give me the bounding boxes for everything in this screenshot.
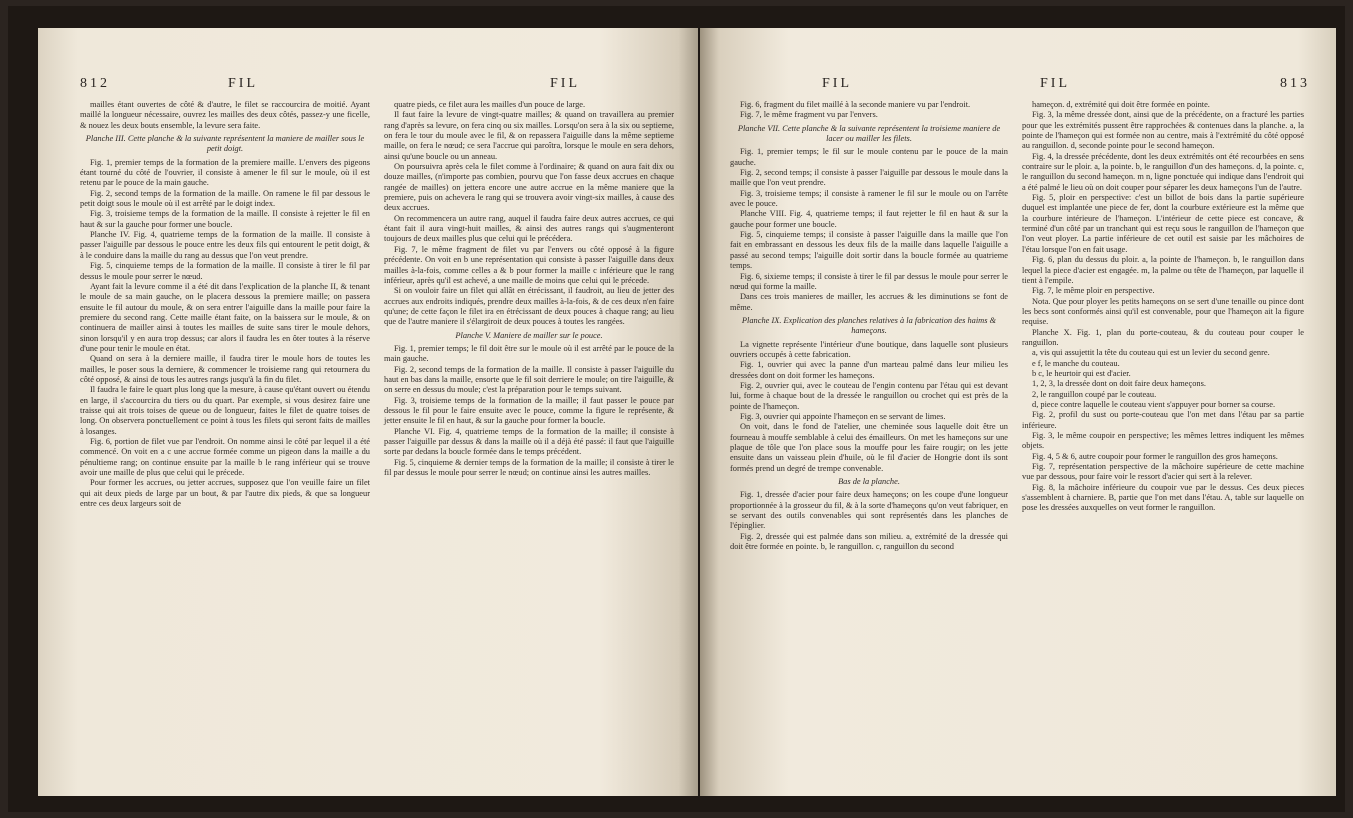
paragraph: Planche VIII. Fig. 4, quatrieme temps; il faut rejetter le fil en haut & sur la gauche pour former une boucle. (730, 209, 1008, 229)
paragraph: Pour former les accrues, ou jetter accrues, supposez que l'on veuille faire un filet qui ait deux pieds de large par un bout, & par l'autre dix pieds, & que sa longueur entre ces deux largeurs soit de (80, 478, 370, 509)
paragraph: Fig. 7, le même ploir en perspective. (1032, 286, 1155, 296)
paragraph: Fig. 2, second temps de la formation de la maille. On ramene le fil par dessous le petit doigt sous le moule où il est arrêté par le doigt index. (80, 188, 370, 209)
paragraph: e f, le manche du couteau. (1032, 358, 1120, 368)
paragraph: La vignette représente l'intérieur d'une boutique, dans laquelle sont plusieurs ouvriers occupés à cette fabrication. (730, 339, 1008, 359)
paragraph: Fig. 2, profil du sust ou porte-couteau que l'on met dans l'étau par sa partie inférieure. (1022, 410, 1304, 430)
right-page-column-2 (1022, 100, 1304, 514)
plate-heading: Planche III. Cette planche & la suivante représentent la maniere de mailler sous le petit doigt. (85, 134, 365, 154)
paragraph: a, vis qui assujettit la tête du couteau qui est un levier du second genre. (1032, 348, 1270, 358)
paragraph: Fig. 4, la dressée précédente, dont les deux extrémités ont été recourbées en sens contraire sur le ploir. a, la pointe. b, le ranguillon d'un des hameçons. d, la pointe. c, le ranguillon du second hameçon. m n, ligne ponctuée qui indique dans l'endroit qui a été palmé le lieu où on doit couper pour séparer les deux hameçons l'un de l'autre. (1022, 151, 1304, 192)
paragraph: Fig. 7, le même fragment de filet vu par l'envers ou côté opposé à la figure précédente. On voit en b une représentation qui consiste à passer l'aiguille dans deux mailles à-la-fois, comme celles a & b pour former la maille c inférieure que le rang inférieur, après qu'il est achevé, a une maille de moins que celui qui le précede. (384, 244, 674, 285)
right-page (700, 28, 1336, 796)
paragraph: Fig. 1, premier temps; le fil sur le moule contenu par le pouce de la main gauche. (730, 147, 1008, 167)
paragraph: Fig. 3, troisieme temps de la formation de la maille. Il consiste à rejetter le fil en haut & sur la gauche pour former une boucle. (80, 209, 370, 229)
paragraph: Fig. 5, ploir en perspective: c'est un billot de bois dans la partie supérieure duquel est implantée une piece de fer, dont la courbure extérieure est la même que la courbure intérieure de l'hameçon. L'intérieur de cette piece est concave, & terminé d'un côté par un tranchant qui est reçu sous le ranguillon de l'hameçon que l'on veut ployer. La partie inférieure de cet outil est saisie par les mâchoires de l'étau lorsque l'on en fait usage. (1022, 193, 1304, 254)
paragraph: Planche IV. Fig. 4, quatrieme temps de la formation de la maille. Il consiste à passer l'aiguille par dessous le pouce entre les deux fils qui entourent le petit doigt, & à le conduire dans la maille du rang au dessus que l'on veut prendre. (80, 230, 370, 260)
paragraph: On voit, dans le fond de l'atelier, une cheminée sous laquelle doit être un fourneau à mouffe semblable à celui des émailleurs. On met les hameçons sur une plaque de tôle que l'on place sous la mouffe pour les faire rougir; on les jette ensuite dans un vaisseau plein d'huile, où le fil d'acier de Hongrie dont ils sont formés prend un degré de trempe convenable. (730, 422, 1008, 473)
paragraph: On recommencera un autre rang, auquel il faudra faire deux autres accrues, ce qui étant fait il aura vingt-huit mailles, & ainsi des autres rangs qui s'augmenteront toujours de deux mailles plus que celui qui le précédera. (384, 213, 674, 244)
paragraph: Fig. 6, plan du dessus du ploir. a, la pointe de l'hameçon. b, le ranguillon dans lequel la piece d'acier est engagée. m, la palme ou tête de l'hameçon, par laquelle il tient à l'empile. (1022, 255, 1304, 285)
page-number-left: 812 (80, 76, 110, 91)
paragraph: Ayant fait la levure comme il a été dit dans l'explication de la planche II, & tenant le moule de sa main gauche, on le placera dessous la premiere maille; on passera ensuite le fil autour du moule, & on sera entrer l'aiguille dans la maille pour faire la premiere du second rang. Cette maille étant faite, on la baissera sur le moule, & on continuera de mailler ainsi à toutes les mailles de suite sans tirer le moule dehors, sinon lorsqu'il y en aura trop dessus; car alors il faudra les en ôter toutes à la réserve d'une pour tenir le moule en état. (80, 281, 370, 353)
paragraph: Fig. 6, portion de filet vue par l'endroit. On nomme ainsi le côté par lequel il a été commencé. On voit en a c une accrue formée comme un pigeon dans la maille a du pénultieme rang; on continue ensuite par la maille b le rang inférieur qui se trouve avoir une maille de plus que celui qui le précede. (80, 437, 370, 478)
paragraph: Fig. 2, second temps de la formation de la maille. Il consiste à passer l'aiguille du haut en bas dans la maille, ensorte que le fil soit derriere le moule; on tire l'aiguille, & on serre en dessus du moule; c'est la préparation pour le temps suivant. (384, 364, 674, 395)
paragraph: Fig. 2, ouvrier qui, avec le couteau de l'engin contenu par l'étau qui est devant lui, forme à chaque bout de la dressée le ranguillon ou crochet qui est près de la pointe de l'hameçon. (730, 380, 1008, 411)
plate-heading: Planche VII. Cette planche & la suivante représentent la troisieme maniere de lacer ou mailler les filets. (737, 123, 1001, 144)
paragraph: Fig. 6, fragment du filet maillé à la seconde maniere vu par l'endroit. (740, 100, 971, 109)
paragraph: Fig. 3, la même dressée dont, ainsi que de la précédente, on a fracturé les parties pour que les extrémités pussent être rapprochées & contenues dans la planche. a, la pointe de l'hameçon qui est formée non au centre, mais à l'extrémité du côté opposé au ranguillon. d, seconde pointe pour le second hameçon. (1022, 110, 1304, 151)
plate-heading: Planche IX. Explication des planches relatives à la fabrication des haims & hameçons. (741, 315, 997, 336)
running-head-right-col1: FIL (822, 76, 852, 91)
page-number-right: 813 (1280, 76, 1310, 91)
open-book (8, 6, 1345, 812)
paragraph: Fig. 2, dressée qui est palmée dans son milieu. a, extrémité de la dressée qui doit être formée en pointe. b, le ranguillon. c, ranguillon du second (730, 531, 1008, 552)
paragraph: quatre pieds, ce filet aura les mailles d'un pouce de large. (394, 100, 586, 109)
running-head-left-col2: FIL (550, 76, 580, 91)
paragraph: Il faut faire la levure de vingt-quatre mailles; & quand on travaillera au premier rang d'après sa levure, on fera cinq ou six mailles. Lorsqu'on sera à la six ou septieme, on fera le tour du moule avec le fil, & on repassera l'aiguille dans la même septieme maille, on fera le nœud; ce sera l'accrue qui paroîtra, lorsque le moule en sera dehors, ainsi qu'une boucle ou un anneau. (384, 110, 674, 161)
paragraph: Dans ces trois manieres de mailler, les accrues & les diminutions se font de même. (730, 292, 1008, 312)
paragraph: Fig. 3, ouvrier qui appointe l'hameçon en se servant de limes. (740, 411, 946, 421)
paragraph: Fig. 3, troisieme temps; il consiste à ramener le fil sur le moule ou on l'arrête avec le pouce. (730, 188, 1008, 209)
paragraph: 1, 2, 3, la dressée dont on doit faire deux hameçons. (1032, 379, 1206, 389)
paragraph: Fig. 1, ouvrier qui avec la panne d'un marteau palmé dans leur milieu les dressées dont on doit former les hameçons. (730, 360, 1008, 380)
paragraph: Quand on sera à la derniere maille, il faudra tirer le moule hors de toutes les mailles, le poser sous la derniere, & commencer le troisieme rang qui retournera du côté opposé, & ainsi de tous les autres rangs jusqu'à la fin du filet. (80, 354, 370, 384)
paragraph: Planche X. Fig. 1, plan du porte-couteau, & du couteau pour couper le ranguillon. (1022, 327, 1304, 347)
paragraph: Il faudra le faire le quart plus long que la mesure, à cause qu'étant ouvert ou étendu en large, il s'accourcira du tiers ou du quart. Par exemple, si vous desirez faire une traisse qui ait trois toises de queue ou de longueur, faites le filet de quatre toises de long. On observera ponctuellement ce point à tous les filets qui seront faits de mailles à losanges. (80, 385, 370, 436)
paragraph: b c, le heurtoir qui est d'acier. (1032, 368, 1131, 378)
left-page-column-2 (384, 100, 674, 478)
paragraph: 2, le ranguillon coupé par le couteau. (1032, 389, 1157, 399)
plate-heading: Planche V. Maniere de mailler sur le pouce. (455, 330, 603, 340)
right-page-column-1 (730, 100, 1008, 552)
paragraph: Fig. 2, second temps; il consiste à passer l'aiguille par dessous le moule dans la maille que l'on veut prendre. (730, 168, 1008, 188)
paragraph: mailles étant ouvertes de côté & d'autre, le filet se raccourcira de moitié. Ayant maillé la longueur nécessaire, ouvrez les mailles des deux côtés, passez-y une ficelle, & nouez les deux bouts ensemble, la levure sera faite. (80, 100, 370, 130)
paragraph: On poursuivra après cela le filet comme à l'ordinaire; & quand on aura fait dix ou douze mailles, (n'importe pas combien, pourvu que l'on fasse deux accrues en chaque rangée de mailles) on jettera encore une autre accrue en la même maniere que la premiere, puis on achevera le rang qui se trouvera avoir vingt-six mailles, à cause des deux accrues. (384, 162, 674, 213)
paragraph: Planche VI. Fig. 4, quatrieme temps de la formation de la maille; il consiste à passer l'aiguille par dessus & dans la maille où il a déjà été passé: il faut que l'aiguille sorte par dedans la boucle formée dans le temps précédent. (384, 426, 674, 457)
paragraph: Fig. 7, le même fragment vu par l'envers. (740, 110, 878, 120)
paragraph: Fig. 1, premier temps de la formation de la premiere maille. L'envers des pigeons étant tourné du côté de l'ouvrier, il consiste à amener le fil sur le moule, où il est retenu par le pouce de la main gauche. (80, 157, 370, 188)
paragraph: Nota. Que pour ployer les petits hameçons on se sert d'une tenaille ou pince dont les becs sont conformés ainsi qu'il est convenable, pour que l'hameçon ait la figure requise. (1022, 296, 1304, 327)
running-head-right-col2: FIL (1040, 76, 1070, 91)
paragraph: Fig. 3, troisieme temps de la formation de la maille; il faut passer le pouce par dessous le fil pour le faire ensuite avec le pouce, comme la figure le représente, & jetter ensuite le fil en haut, & sur la gauche pour former la boucle. (384, 395, 674, 426)
paragraph: Fig. 1, premier temps; le fil doit être sur le moule où il est arrêté par le pouce de la main gauche. (384, 343, 674, 364)
paragraph: Fig. 5, cinquieme temps de la formation de la maille. Il consiste à tirer le fil par dessus le moule pour serrer le nœud. (80, 261, 370, 281)
running-head-left-col1: FIL (228, 76, 258, 91)
paragraph: Si on vouloir faire un filet qui allât en étrécissant, il faudroit, au lieu de jetter des accrues aux endroits indiqués, prendre deux mailles à-la-fois, & de ces deux n'en faire qu'une; de cette façon le filet ira en étrécissant de deux pouces à chaque rang; au lieu que de l'autre maniere il s'élargiroit de deux pouces à toutes les rangées. (384, 286, 674, 327)
paragraph: Fig. 1, dressée d'acier pour faire deux hameçons; on les coupe d'une longueur proportionnée à la grosseur du fil, & à la sorte d'hameçons qu'on veut fabriquer, en se servant des outils convenables qui sont représentés dans les planches de l'épinglier. (730, 490, 1008, 531)
paragraph: Fig. 8, la mâchoire inférieure du coupoir vue par le dessus. Ces deux pieces s'assemblent à charniere. B, partie que l'on met dans l'étau. A, table sur laquelle on pose les dressées auxquelles on veut former le ranguillon. (1022, 482, 1304, 513)
paragraph: Fig. 5, cinquieme temps; il consiste à passer l'aiguille dans la maille que l'on fait en embrassant en dessous les deux fils de la maille dans laquelle l'aiguille a passé au second temps; l'aiguille doit sortir dans la boucle formée au quatrieme temps. (730, 230, 1008, 271)
paragraph: Fig. 7, représentation perspective de la mâchoire supérieure de cette machine vue par dessous, pour faire voir le ressort d'acier qui sert à la relever. (1022, 462, 1304, 482)
paragraph: d, piece contre laquelle le couteau vient s'appuyer pour borner sa course. (1032, 399, 1276, 409)
paragraph: Fig. 5, cinquieme & dernier temps de la formation de la maille; il consiste à tirer le fil par dessus le moule pour serrer le nœud; on continue ainsi les autres mailles. (384, 457, 674, 478)
paragraph: Fig. 3, le même coupoir en perspective; les mêmes lettres indiquent les mêmes objets. (1022, 431, 1304, 451)
paragraph: Fig. 6, sixieme temps; il consiste à tirer le fil par dessus le moule pour serrer le nœud qui forme la maille. (730, 271, 1008, 291)
left-page (38, 28, 698, 796)
left-page-column-1 (80, 100, 370, 509)
paragraph: hameçon. d, extrémité qui doit être formée en pointe. (1032, 100, 1210, 109)
paragraph: Fig. 4, 5 & 6, autre coupoir pour former le ranguillon des gros hameçons. (1032, 451, 1278, 461)
section-heading: Bas de la planche. (838, 477, 900, 487)
